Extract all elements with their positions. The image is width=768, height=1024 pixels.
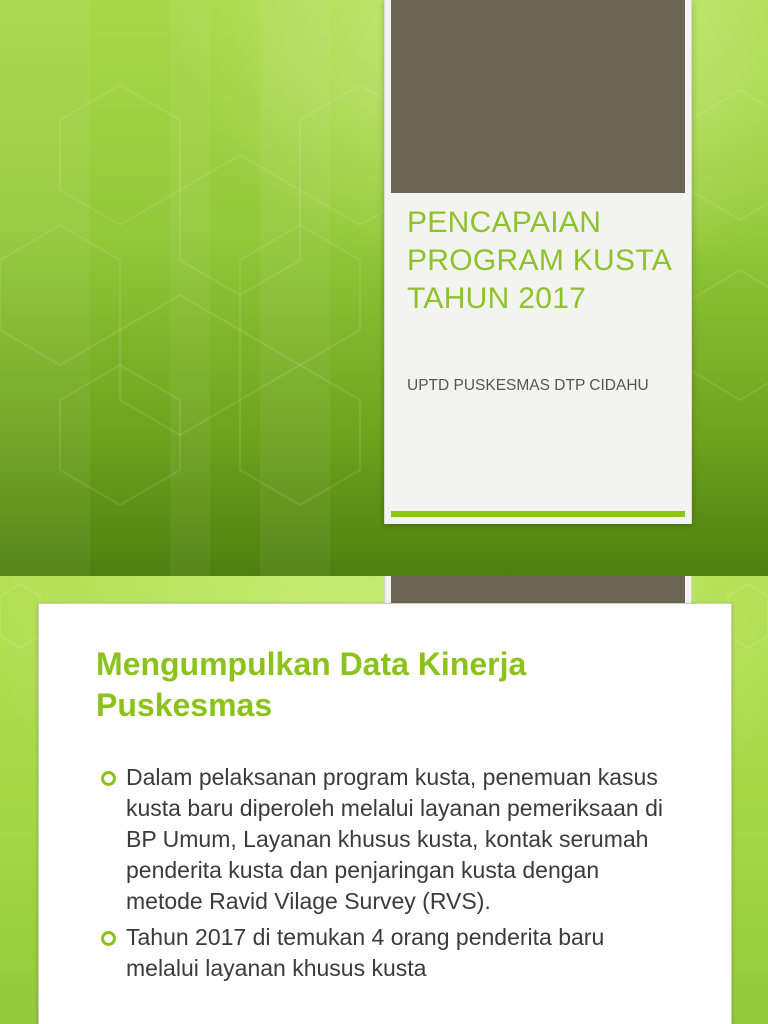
bullet-text: Dalam pelaksanan program kusta, penemuan kasus kusta baru diperoleh melalui layanan pemeriksaan di BP Umum, Layanan khusus kusta, kontak serumah penderita kusta dan penjaringan kusta dengan metode Ravid Vilage Survey (RVS). [126, 764, 663, 914]
bullet-item [96, 762, 666, 917]
title-card [384, 0, 692, 524]
title-card-header-block [391, 0, 685, 193]
slide-heading: Mengumpulkan Data Kinerja Puskesmas [96, 646, 527, 723]
circle-bullet-icon [101, 771, 116, 786]
bullet-item [96, 922, 666, 984]
content-slide [0, 576, 768, 1024]
title-card-accent-bar [391, 511, 685, 517]
bullet-list [96, 762, 666, 989]
content-card [38, 603, 732, 1024]
slide-title: PENCAPAIAN PROGRAM KUSTA TAHUN 2017 [407, 206, 671, 315]
circle-bullet-icon [101, 931, 116, 946]
slide-subtitle: UPTD PUSKESMAS DTP CIDAHU [407, 377, 649, 394]
bullet-text: Tahun 2017 di temukan 4 orang penderita baru melalui layanan khusus kusta [126, 924, 605, 981]
